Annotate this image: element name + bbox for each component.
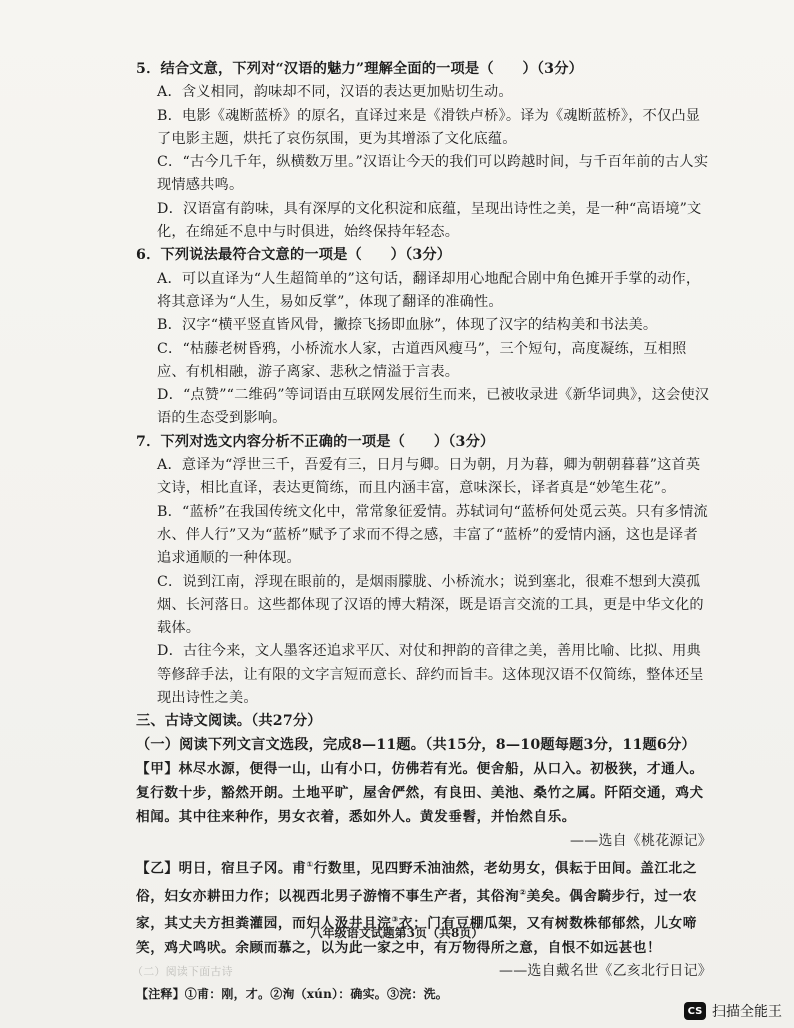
annotation-notes: 【注释】①甫：刚，才。②洵（xún）：确实。③浣：洗。 bbox=[136, 986, 449, 1001]
passage-yi-part5: 衣；门有豆棚瓜架，又有树数株郁郁然，儿女啼笑，鸡犬鸣吠。余顾而慕之，以为此一家之中，有万物得所之意，自恨不如远甚也！ bbox=[136, 915, 697, 957]
passage-yi bbox=[132, 853, 712, 960]
footnote-marker-2: ② bbox=[519, 887, 527, 897]
question-6-stem: 6．下列说法最符合文意的一项是（ ）（3分） bbox=[136, 247, 452, 264]
q6-option-c: C．“枯藤老树昏鸦，小桥流水人家，古道西风瘦马”，三个短句，高度凝练，互相照应、有机相融，游子离家、悲秋之情溢于言表。 bbox=[157, 340, 687, 380]
q7-option-d: D．古往今来，文人墨客还追求平仄、对仗和押韵的音律之美，善用比喻、比拟、用典等修辞手法，让有限的文字言短而意长、辞约而旨丰。这体现汉语不仅简练，整体还呈现出诗性之美。 bbox=[157, 643, 704, 707]
faded-next-heading: （二）阅读下面古诗 bbox=[132, 965, 233, 979]
passage-yi-source-text: ——选自戴名世《乙亥北行日记》 bbox=[499, 963, 712, 980]
q5-option-a: A．含义相同，韵味却不同，汉语的表达更加贴切生动。 bbox=[157, 84, 513, 101]
passage-jia-source: ——选自《桃花源记》 bbox=[570, 832, 712, 849]
q6-option-a: A．可以直译为“人生超简单的”这句话，翻译却用心地配合剧中角色摊开手掌的动作，将其意译为“人生，易如反掌”，体现了翻译的准确性。 bbox=[157, 270, 701, 310]
page-footer: 八年级语文试题第3页（共8页） bbox=[310, 926, 484, 940]
q5-option-c: C．“古今几千年，纵横数万里。”汉语让今天的我们可以跨越时间，与千百年前的古人实现情感共鸣。 bbox=[157, 154, 709, 194]
scanner-watermark-text: 扫描全能王 bbox=[712, 1004, 782, 1020]
passage-yi-part2: 甫 bbox=[292, 860, 307, 877]
scanner-watermark bbox=[684, 1000, 782, 1022]
section-3-sub-1: （一）阅读下列文言文选段，完成8—11题。（共15分，8—10题每题3分，11题6分） bbox=[136, 736, 696, 753]
page-content bbox=[132, 58, 712, 1004]
question-7-stem: 7．下列对选文内容分析不正确的一项是（ ）（3分） bbox=[136, 433, 495, 450]
passage-yi-part3: 行数里，见四野禾油油然，老幼男女，俱耘于田间。盖江北之俗，妇女亦耕田力作；以视西北男子游惰不事生产者，其俗洵 bbox=[136, 860, 697, 905]
passage-jia: 【甲】林尽水源，便得一山，山有小口，仿佛若有光。便舍船，从口入。初极狭，才通人。复行数十步，豁然开朗。土地平旷，屋舍俨然，有良田、美池、桑竹之属。阡陌交通，鸡犬相闻。其中往来种作，男女衣着，悉如外人。黄发垂髫，并怡然自乐。 bbox=[136, 760, 704, 826]
q7-option-c: C．说到江南，浮现在眼前的，是烟雨朦胧、小桥流水；说到塞北，很难不想到大漠孤烟、长河落日。这些都体现了汉语的博大精深，既是语言交流的工具，更是中华文化的载体。 bbox=[157, 573, 704, 637]
q6-option-d: D．“点赞”“二维码”等词语由互联网发展衍生而来，已被收录进《新华词典》，这会使汉语的生态受到影响。 bbox=[157, 387, 710, 427]
footnote-marker-1: ① bbox=[306, 859, 314, 869]
q7-option-a: A．意译为“浮世三千，吾爱有三，日月与卿。日为朝，月为暮，卿为朝朝暮暮”这首英文诗，相比直译，表达更简练，而且内涵丰富，意味深长，译者真是“妙笔生花”。 bbox=[157, 457, 701, 497]
question-5-stem: 5．结合文意，下列对“汉语的魅力”理解全面的一项是（ ）（3分） bbox=[136, 61, 584, 77]
footnote-marker-3: ③ bbox=[391, 915, 399, 925]
q7-option-b: B．“蓝桥”在我国传统文化中，常常象征爱情。苏轼词句“蓝桥何处觅云英。只有多情流水、伴人行”又为“蓝桥”赋予了求而不得之感，丰富了“蓝桥”的爱情内涵，这也是译者追求通顺的一种体现。 bbox=[157, 503, 708, 567]
passage-yi-part4: 美矣。偶舍騎步行，过一农家，其丈夫方担粪灌园，而妇人汲井且浣 bbox=[136, 888, 697, 932]
passage-yi-source bbox=[132, 960, 712, 983]
passage-yi-part1: 【乙】明日，宿旦子冈。 bbox=[136, 860, 293, 877]
q6-option-b: B．汉字“横平竖直皆风骨，撇捺飞扬即血脉”，体现了汉字的结构美和书法美。 bbox=[157, 317, 658, 334]
q5-option-b: B．电影《魂断蓝桥》的原名，直译过来是《滑铁卢桥》。译为《魂断蓝桥》，不仅凸显了电影主题，烘托了哀伤氛围，更为其增添了文化底蕴。 bbox=[157, 107, 701, 147]
q5-option-d: D．汉语富有韵味，具有深厚的文化积淀和底蕴，呈现出诗性之美，是一种“高语境”文化，在绵延不息中与时俱进，始终保持年轻态。 bbox=[157, 200, 702, 241]
scanner-logo-icon: CS bbox=[684, 1002, 706, 1020]
section-3-title: 三、古诗文阅读。（共27分） bbox=[136, 713, 322, 730]
